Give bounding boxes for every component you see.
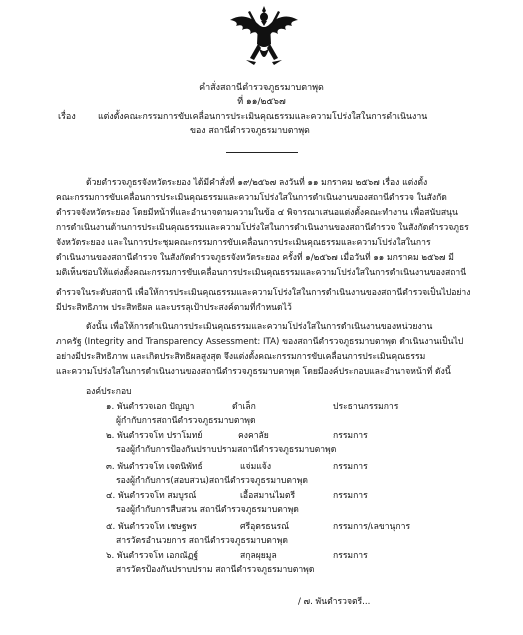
member-rank: ๖. พันตำรวจโท เอกณัฏฐ์ — [106, 551, 199, 561]
member-position: รองผู้กำกับการ(สอบสวน)สถานีตำรวจภูธรมาบตาพุด — [116, 476, 309, 486]
order-title: คำสั่งสถานีตำรวจภูธรมาบตาพุด — [199, 83, 324, 93]
para1-line: ตำรวจจังหวัดระยอง โดยมีหน้าที่และอำนาจตามความในข้อ ๔ พิจารณาเสนอแต่งตั้งคณะทำงาน เพื่อสนับสนุน — [56, 208, 458, 218]
member-rank: ๔. พันตำรวจโท สมบูรณ์ — [106, 491, 197, 501]
member-rank: ๑. พันตำรวจเอก ปัญญา — [106, 402, 195, 412]
member-position: รองผู้กำกับการสืบสวน สถานีตำรวจภูธรมาบตาพุด — [116, 505, 299, 515]
member-role: กรรมการ — [333, 462, 368, 472]
member-rank: ๓. พันตำรวจโท เจตนิพัทธ์ — [106, 462, 203, 472]
member-role: กรรมการ — [333, 491, 368, 501]
member-surname: ศรีอุตรธนรณ์ — [240, 522, 290, 532]
member-surname: เอื้อสมานไมตรี — [240, 491, 296, 501]
para2-line: และความโปร่งใสในการดำเนินงานของสถานีตำรวจภูธรมาบตาพุด โดยมีองค์ประกอบและอำนาจหน้าที่ ดังนี้ — [56, 367, 451, 377]
para1-line: ดำเนินงานของสถานีตำรวจ ในสังกัดตำรวจภูธรจังหวัดระยอง ครั้งที่ ๑/๒๕๖๗ เมื่อวันที่ ๑๑ มกราคม ๒๕๖๗ มี — [56, 253, 454, 263]
subject-label: เรื่อง — [58, 112, 76, 122]
member-position: สารวัตรป้องกันปราบปราม สถานีตำรวจภูธรมาบตาพุด — [116, 565, 315, 575]
para1-line: จังหวัดระยอง และในการประชุมคณะกรรมการขับเคลื่อนการประเมินคุณธรรมและความโปร่งใสในการ — [56, 238, 431, 248]
member-surname: แจ่มแจ้ง — [240, 462, 272, 472]
member-role: กรรมการ/เลขานุการ — [333, 522, 411, 532]
para2-line: อย่างมีประสิทธิภาพ และเกิดประสิทธิผลสูงสุด จึงแต่งตั้งคณะกรรมการขับเคลื่อนการประเมินคุณธรรม — [56, 352, 426, 362]
member-role: กรรมการ — [333, 551, 368, 561]
member-rank: ๒. พันตำรวจโท ปราโมทย์ — [106, 431, 203, 441]
member-surname: คงคาลัย — [238, 431, 269, 441]
member-surname: ดำเล็ก — [232, 402, 256, 412]
member-rank: ๕. พันตำรวจโท เชษฐพร — [106, 522, 197, 532]
para2-line: ภาครัฐ (Integrity and Transparency Assessment: ITA) ของสถานีตำรวจภูธรมาบตาพุด ดำเนินงานเป็นไป — [56, 337, 464, 347]
member-role: ประธานกรรมการ — [333, 402, 399, 412]
garuda-emblem-icon — [228, 4, 300, 70]
title-divider — [226, 152, 298, 153]
order-number: ที่ ๑๑/๒๕๖๗ — [237, 97, 286, 107]
para1-line: การดำเนินงานด้านการประเมินคุณธรรมและความโปร่งใสในการดำเนินงานของสถานีตำรวจ ในสังกัดตำรวจภูธร — [56, 223, 469, 233]
member-position: สารวัตรอำนวยการ สถานีตำรวจภูธรมาบตาพุด — [116, 536, 288, 546]
member-position: รองผู้กำกับการป้องกันปราบปรามสถานีตำรวจภูธรมาบตาพุด — [116, 445, 337, 455]
continuation-note: / ๗. พันตำรวจตรี... — [298, 597, 371, 607]
member-surname: สกุลผุยมูล — [240, 551, 277, 561]
member-role: กรรมการ — [333, 431, 368, 441]
subject-line-1: แต่งตั้งคณะกรรมการขับเคลื่อนการประเมินคุณธรรมและความโปร่งใสในการดำเนินงาน — [98, 112, 428, 122]
subject-line-2: ของ สถานีตำรวจภูธรมาบตาพุด — [190, 126, 310, 136]
para1-line: มติเห็นชอบให้แต่งตั้งคณะกรรมการขับเคลื่อนการประเมินคุณธรรมและความโปร่งใสในการดำเนินงานของสถานี — [56, 268, 467, 278]
para2-line: ดังนั้น เพื่อให้การดำเนินการประเมินคุณธรรมและความโปร่งใสในการดำเนินงานของหน่วยงาน — [86, 322, 433, 332]
para1-line: คณะกรรมการขับเคลื่อนการประเมินคุณธรรมและความโปร่งใสในการดำเนินงานของสถานีตำรวจ ในสังกัด — [56, 193, 447, 203]
para1-line: ตำรวจในระดับสถานี เพื่อให้การประเมินคุณธรรมและความโปร่งใสในการดำเนินงานของสถานีตำรวจเป็นไปอย่าง — [56, 288, 471, 298]
para1-line: ด้วยตำรวจภูธรจังหวัดระยอง ได้มีคำสั่งที่ ๑๙/๒๕๖๗ ลงวันที่ ๑๑ มกราคม ๒๕๖๗ เรื่อง แต่งตั้ง — [86, 178, 428, 188]
member-position: ผู้กำกับการสถานีตำรวจภูธรมาบตาพุด — [116, 416, 256, 426]
para1-line: มีประสิทธิภาพ ประสิทธิผล และบรรลุเป้าประสงค์ตามที่กำหนดไว้ — [56, 303, 292, 313]
composition-heading: องค์ประกอบ — [86, 387, 132, 397]
